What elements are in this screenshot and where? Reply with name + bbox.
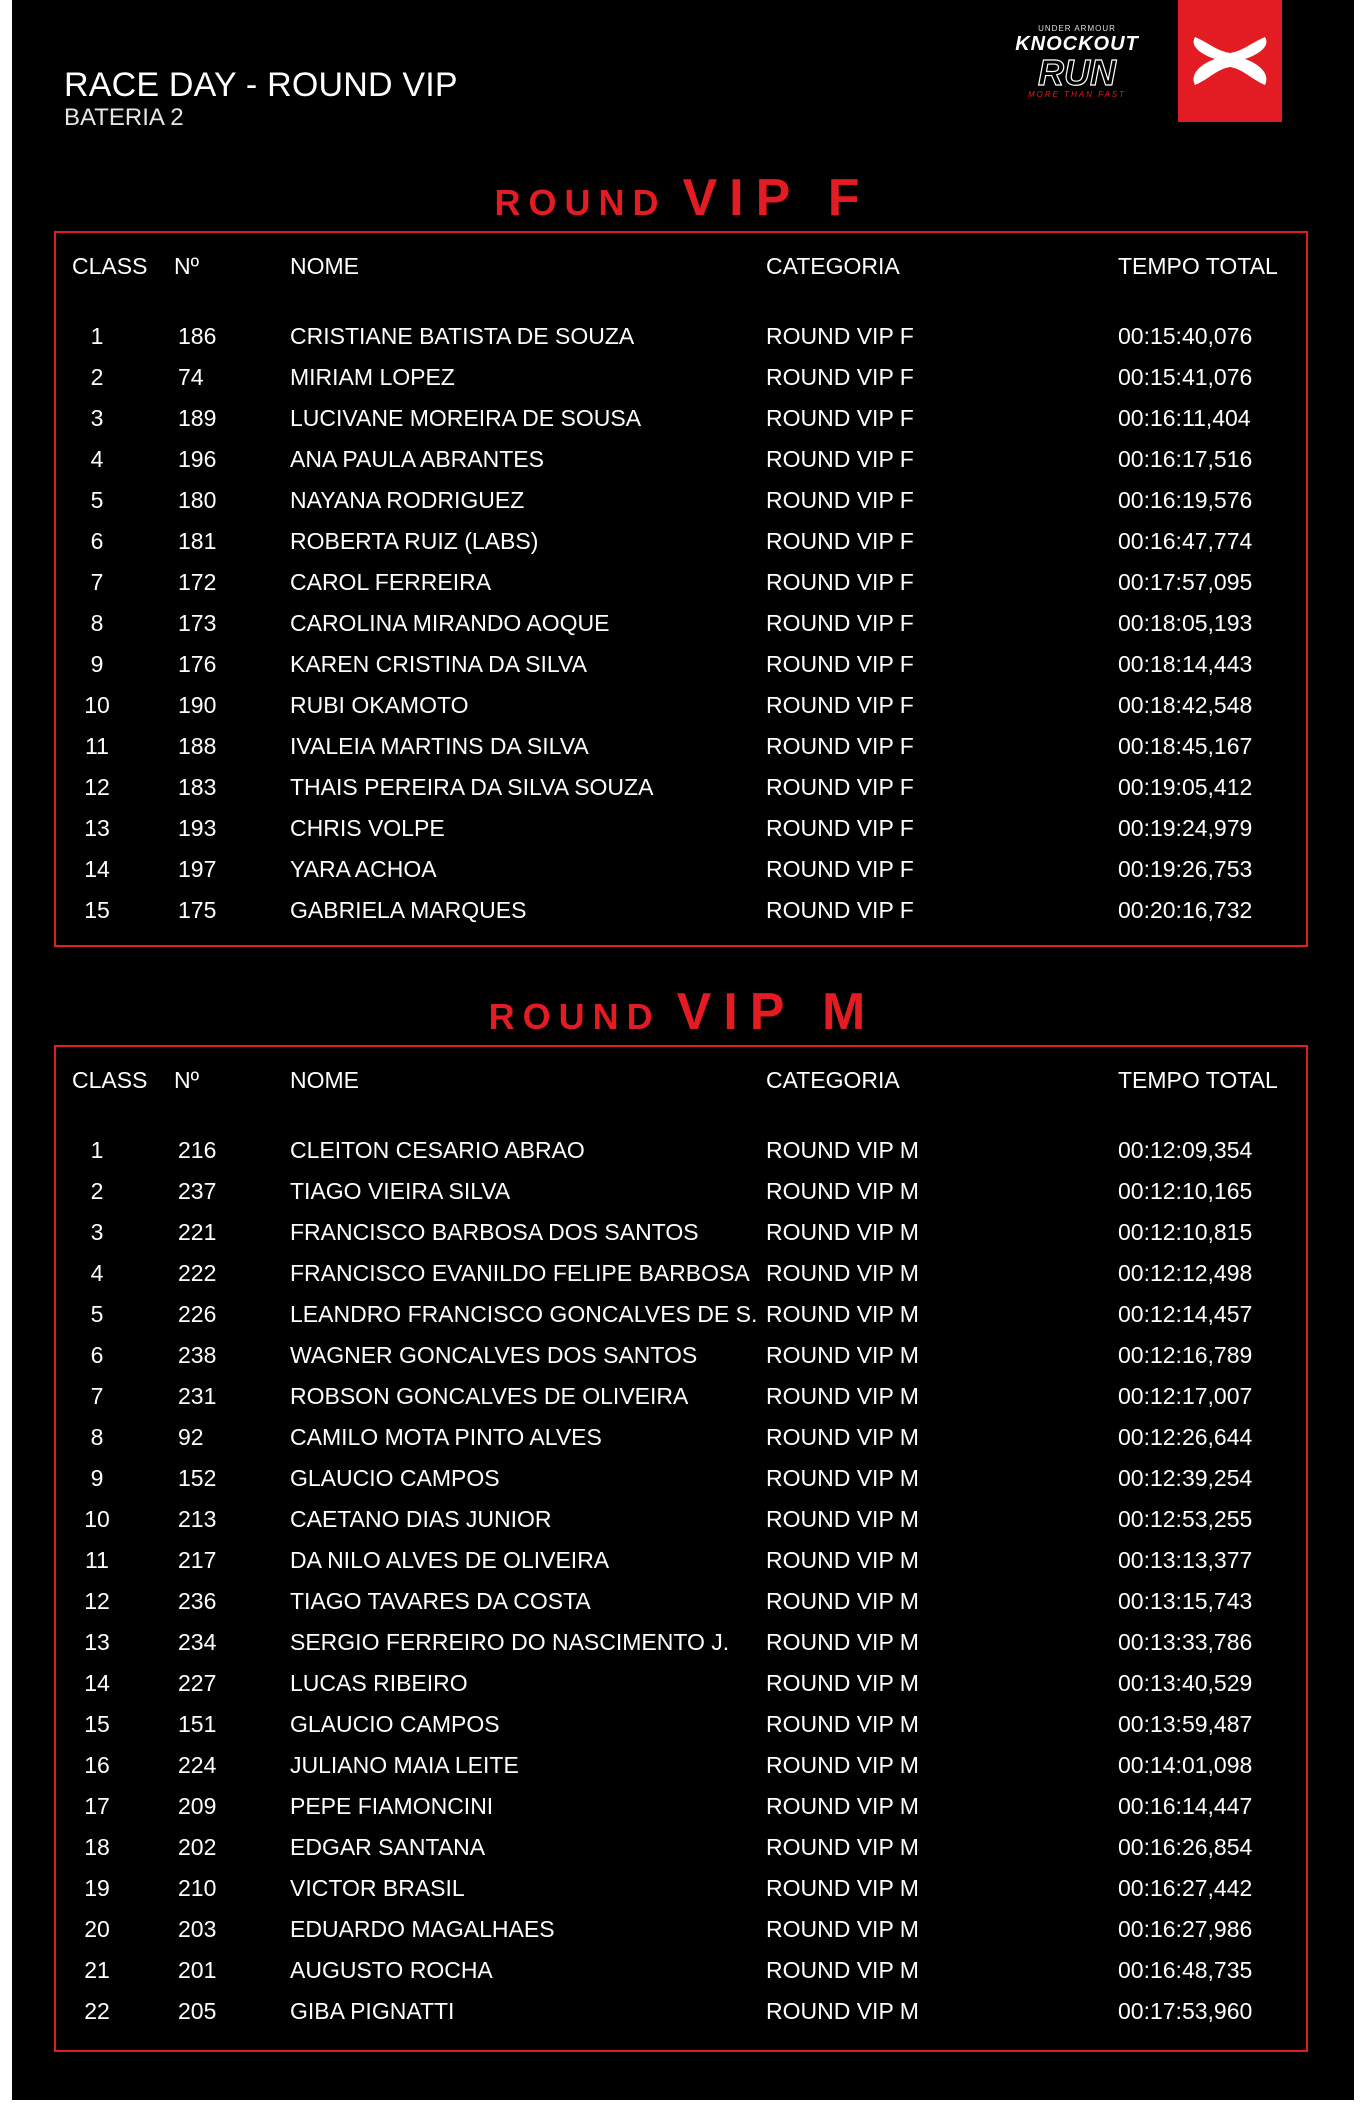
cell-class: 5 bbox=[90, 487, 104, 513]
cell-num: 197 bbox=[178, 856, 217, 882]
cell-num: 193 bbox=[178, 815, 217, 841]
table-row bbox=[56, 1545, 1306, 1575]
cell-nome: ANA PAULA ABRANTES bbox=[290, 446, 544, 472]
cell-num: 213 bbox=[178, 1506, 217, 1532]
cell-num: 205 bbox=[178, 1998, 217, 2024]
cell-tempo: 00:18:45,167 bbox=[1118, 733, 1253, 759]
column-header-class: CLASS bbox=[72, 1067, 148, 1093]
cell-categoria: ROUND VIP M bbox=[766, 1629, 919, 1655]
cell-categoria: ROUND VIP F bbox=[766, 897, 914, 923]
cell-nome: FRANCISCO EVANILDO FELIPE BARBOSA bbox=[290, 1260, 750, 1286]
cell-nome: GLAUCIO CAMPOS bbox=[290, 1465, 500, 1491]
cell-categoria: ROUND VIP F bbox=[766, 323, 914, 349]
cell-nome: GABRIELA MARQUES bbox=[290, 897, 527, 923]
cell-categoria: ROUND VIP F bbox=[766, 446, 914, 472]
cell-num: 186 bbox=[178, 323, 217, 349]
column-header-nome: NOME bbox=[290, 1067, 359, 1093]
cell-num: 231 bbox=[178, 1383, 217, 1409]
column-header-tempo: TEMPO TOTAL bbox=[1118, 253, 1278, 279]
column-header-categoria: CATEGORIA bbox=[766, 1067, 900, 1093]
cell-tempo: 00:12:09,354 bbox=[1118, 1137, 1253, 1163]
cell-num: 189 bbox=[178, 405, 217, 431]
cell-class: 3 bbox=[90, 405, 104, 431]
cell-num: 172 bbox=[178, 569, 217, 595]
cell-tempo: 00:15:40,076 bbox=[1118, 323, 1253, 349]
table-row bbox=[56, 1217, 1306, 1247]
cell-categoria: ROUND VIP M bbox=[766, 1137, 919, 1163]
cell-num: 209 bbox=[178, 1793, 217, 1819]
cell-tempo: 00:12:14,457 bbox=[1118, 1301, 1253, 1327]
cell-nome: WAGNER GONCALVES DOS SANTOS bbox=[290, 1342, 698, 1368]
table-row bbox=[56, 1504, 1306, 1534]
cell-class: 20 bbox=[84, 1916, 110, 1942]
brand-run: RUN bbox=[1038, 52, 1116, 93]
section-heading-word: ROUND bbox=[488, 996, 661, 1037]
cell-categoria: ROUND VIP M bbox=[766, 1342, 919, 1368]
cell-class: 15 bbox=[84, 897, 110, 923]
brand-small-label: UNDER ARMOUR bbox=[1038, 24, 1116, 33]
table-row bbox=[56, 444, 1306, 474]
cell-class: 10 bbox=[84, 1506, 110, 1532]
cell-tempo: 00:18:14,443 bbox=[1118, 651, 1253, 677]
cell-nome: CAETANO DIAS JUNIOR bbox=[290, 1506, 552, 1532]
cell-categoria: ROUND VIP F bbox=[766, 856, 914, 882]
table-row bbox=[56, 1586, 1306, 1616]
table-row bbox=[56, 1135, 1306, 1165]
table-row bbox=[56, 731, 1306, 761]
cell-categoria: ROUND VIP M bbox=[766, 1383, 919, 1409]
cell-num: 190 bbox=[178, 692, 217, 718]
cell-categoria: ROUND VIP M bbox=[766, 1834, 919, 1860]
cell-class: 6 bbox=[90, 528, 104, 554]
cell-num: 224 bbox=[178, 1752, 217, 1778]
cell-tempo: 00:12:10,815 bbox=[1118, 1219, 1253, 1245]
cell-num: 202 bbox=[178, 1834, 217, 1860]
cell-nome: THAIS PEREIRA DA SILVA SOUZA bbox=[290, 774, 654, 800]
cell-tempo: 00:16:11,404 bbox=[1118, 405, 1251, 431]
cell-nome: DA NILO ALVES DE OLIVEIRA bbox=[290, 1547, 610, 1573]
cell-num: 183 bbox=[178, 774, 217, 800]
cell-nome: LEANDRO FRANCISCO GONCALVES DE S. bbox=[290, 1301, 758, 1327]
table-row bbox=[56, 649, 1306, 679]
cell-categoria: ROUND VIP F bbox=[766, 364, 914, 390]
cell-categoria: ROUND VIP F bbox=[766, 692, 914, 718]
table-row bbox=[56, 1176, 1306, 1206]
cell-categoria: ROUND VIP M bbox=[766, 1547, 919, 1573]
table-row bbox=[56, 1381, 1306, 1411]
table-row bbox=[56, 1873, 1306, 1903]
cell-class: 13 bbox=[84, 815, 110, 841]
cell-categoria: ROUND VIP F bbox=[766, 610, 914, 636]
cell-num: 151 bbox=[178, 1711, 217, 1737]
cell-categoria: ROUND VIP M bbox=[766, 1875, 919, 1901]
cell-categoria: ROUND VIP F bbox=[766, 651, 914, 677]
cell-nome: JULIANO MAIA LEITE bbox=[290, 1752, 519, 1778]
section-heading-category: VIP F bbox=[682, 169, 872, 227]
cell-num: 203 bbox=[178, 1916, 217, 1942]
brand-tagline: MORE THAN FAST bbox=[1027, 90, 1127, 99]
table-row bbox=[56, 813, 1306, 843]
table-row bbox=[56, 567, 1306, 597]
cell-tempo: 00:12:10,165 bbox=[1118, 1178, 1253, 1204]
cell-class: 8 bbox=[90, 1424, 104, 1450]
cell-class: 16 bbox=[84, 1752, 110, 1778]
cell-categoria: ROUND VIP M bbox=[766, 1998, 919, 2024]
table-row bbox=[56, 1258, 1306, 1288]
cell-tempo: 00:20:16,732 bbox=[1118, 897, 1253, 923]
cell-tempo: 00:12:16,789 bbox=[1118, 1342, 1253, 1368]
cell-num: 152 bbox=[178, 1465, 217, 1491]
cell-nome: PEPE FIAMONCINI bbox=[290, 1793, 494, 1819]
cell-class: 21 bbox=[84, 1957, 110, 1983]
cell-tempo: 00:16:27,442 bbox=[1118, 1875, 1253, 1901]
cell-nome: CAROLINA MIRANDO AOQUE bbox=[290, 610, 610, 636]
cell-tempo: 00:12:12,498 bbox=[1118, 1260, 1253, 1286]
cell-class: 19 bbox=[84, 1875, 110, 1901]
cell-nome: CAROL FERREIRA bbox=[290, 569, 492, 595]
cell-nome: CRISTIANE BATISTA DE SOUZA bbox=[290, 323, 635, 349]
column-header-num: Nº bbox=[174, 1067, 200, 1093]
cell-nome: NAYANA RODRIGUEZ bbox=[290, 487, 525, 513]
cell-tempo: 00:13:13,377 bbox=[1118, 1547, 1253, 1573]
cell-class: 11 bbox=[85, 1547, 109, 1573]
page-subtitle: BATERIA 2 bbox=[64, 104, 184, 131]
cell-num: 237 bbox=[178, 1178, 217, 1204]
cell-class: 1 bbox=[90, 1137, 104, 1163]
table-row bbox=[56, 1422, 1306, 1452]
cell-tempo: 00:13:59,487 bbox=[1118, 1711, 1253, 1737]
cell-categoria: ROUND VIP M bbox=[766, 1588, 919, 1614]
cell-categoria: ROUND VIP M bbox=[766, 1219, 919, 1245]
cell-num: 216 bbox=[178, 1137, 217, 1163]
cell-tempo: 00:19:05,412 bbox=[1118, 774, 1253, 800]
table-row bbox=[56, 1914, 1306, 1944]
cell-class: 7 bbox=[90, 569, 104, 595]
table-row bbox=[56, 526, 1306, 556]
cell-tempo: 00:16:47,774 bbox=[1118, 528, 1253, 554]
cell-nome: ROBSON GONCALVES DE OLIVEIRA bbox=[290, 1383, 689, 1409]
section-heading bbox=[12, 168, 1354, 228]
cell-class: 3 bbox=[90, 1219, 104, 1245]
cell-nome: TIAGO VIEIRA SILVA bbox=[290, 1178, 511, 1204]
section-heading-word: ROUND bbox=[494, 182, 667, 223]
cell-num: 176 bbox=[178, 651, 217, 677]
table-row bbox=[56, 1340, 1306, 1370]
cell-nome: CHRIS VOLPE bbox=[290, 815, 445, 841]
cell-class: 6 bbox=[90, 1342, 104, 1368]
cell-categoria: ROUND VIP M bbox=[766, 1793, 919, 1819]
cell-num: 181 bbox=[178, 528, 217, 554]
cell-tempo: 00:16:27,986 bbox=[1118, 1916, 1253, 1942]
cell-class: 9 bbox=[90, 1465, 104, 1491]
cell-categoria: ROUND VIP M bbox=[766, 1506, 919, 1532]
cell-nome: LUCIVANE MOREIRA DE SOUSA bbox=[290, 405, 642, 431]
cell-num: 226 bbox=[178, 1301, 217, 1327]
cell-class: 17 bbox=[84, 1793, 110, 1819]
cell-num: 221 bbox=[178, 1219, 217, 1245]
table-row bbox=[56, 362, 1306, 392]
cell-num: 234 bbox=[178, 1629, 217, 1655]
cell-tempo: 00:12:39,254 bbox=[1118, 1465, 1253, 1491]
table-row bbox=[56, 1832, 1306, 1862]
cell-nome: CLEITON CESARIO ABRAO bbox=[290, 1137, 585, 1163]
table-header bbox=[56, 251, 1306, 281]
cell-categoria: ROUND VIP M bbox=[766, 1465, 919, 1491]
cell-nome: TIAGO TAVARES DA COSTA bbox=[290, 1588, 591, 1614]
table-row bbox=[56, 1668, 1306, 1698]
cell-categoria: ROUND VIP M bbox=[766, 1670, 919, 1696]
cell-num: 92 bbox=[178, 1424, 204, 1450]
cell-num: 188 bbox=[178, 733, 217, 759]
cell-nome: EDUARDO MAGALHAES bbox=[290, 1916, 555, 1942]
cell-tempo: 00:13:40,529 bbox=[1118, 1670, 1253, 1696]
cell-nome: MIRIAM LOPEZ bbox=[290, 364, 455, 390]
cell-categoria: ROUND VIP F bbox=[766, 774, 914, 800]
cell-nome: VICTOR BRASIL bbox=[290, 1875, 465, 1901]
cell-class: 7 bbox=[90, 1383, 104, 1409]
cell-num: 196 bbox=[178, 446, 217, 472]
cell-tempo: 00:19:24,979 bbox=[1118, 815, 1253, 841]
cell-class: 15 bbox=[84, 1711, 110, 1737]
cell-class: 12 bbox=[84, 1588, 110, 1614]
cell-num: 180 bbox=[178, 487, 217, 513]
cell-tempo: 00:16:48,735 bbox=[1118, 1957, 1253, 1983]
cell-tempo: 00:13:33,786 bbox=[1118, 1629, 1253, 1655]
cell-tempo: 00:12:17,007 bbox=[1118, 1383, 1253, 1409]
cell-tempo: 00:16:14,447 bbox=[1118, 1793, 1253, 1819]
column-header-categoria: CATEGORIA bbox=[766, 253, 900, 279]
table-row bbox=[56, 1996, 1306, 2026]
cell-class: 5 bbox=[90, 1301, 104, 1327]
cell-nome: KAREN CRISTINA DA SILVA bbox=[290, 651, 587, 677]
section-heading bbox=[12, 982, 1354, 1042]
cell-categoria: ROUND VIP F bbox=[766, 405, 914, 431]
cell-nome: GLAUCIO CAMPOS bbox=[290, 1711, 500, 1737]
cell-nome: ROBERTA RUIZ (LABS) bbox=[290, 528, 539, 554]
cell-tempo: 00:17:57,095 bbox=[1118, 569, 1253, 595]
cell-class: 11 bbox=[85, 733, 109, 759]
cell-num: 173 bbox=[178, 610, 217, 636]
cell-num: 217 bbox=[178, 1547, 217, 1573]
brand-name: KNOCKOUT bbox=[1015, 33, 1139, 55]
cell-tempo: 00:16:26,854 bbox=[1118, 1834, 1253, 1860]
table-row bbox=[56, 1299, 1306, 1329]
cell-tempo: 00:12:53,255 bbox=[1118, 1506, 1253, 1532]
column-header-nome: NOME bbox=[290, 253, 359, 279]
cell-nome: FRANCISCO BARBOSA DOS SANTOS bbox=[290, 1219, 699, 1245]
cell-num: 201 bbox=[178, 1957, 217, 1983]
cell-tempo: 00:14:01,098 bbox=[1118, 1752, 1253, 1778]
cell-nome: GIBA PIGNATTI bbox=[290, 1998, 455, 2024]
table-row bbox=[56, 403, 1306, 433]
cell-categoria: ROUND VIP F bbox=[766, 487, 914, 513]
table-row bbox=[56, 690, 1306, 720]
table-row bbox=[56, 1791, 1306, 1821]
results-table bbox=[54, 231, 1308, 947]
cell-class: 13 bbox=[84, 1629, 110, 1655]
cell-tempo: 00:19:26,753 bbox=[1118, 856, 1253, 882]
cell-nome: AUGUSTO ROCHA bbox=[290, 1957, 493, 1983]
cell-class: 22 bbox=[84, 1998, 110, 2024]
under-armour-logo-icon bbox=[1178, 0, 1282, 122]
table-row bbox=[56, 1627, 1306, 1657]
table-row bbox=[56, 772, 1306, 802]
cell-num: 210 bbox=[178, 1875, 217, 1901]
cell-tempo: 00:16:17,516 bbox=[1118, 446, 1253, 472]
cell-class: 10 bbox=[84, 692, 110, 718]
cell-class: 14 bbox=[84, 856, 110, 882]
cell-categoria: ROUND VIP F bbox=[766, 733, 914, 759]
cell-nome: EDGAR SANTANA bbox=[290, 1834, 486, 1860]
cell-categoria: ROUND VIP M bbox=[766, 1301, 919, 1327]
table-header bbox=[56, 1065, 1306, 1095]
results-sheet bbox=[12, 0, 1354, 2100]
table-row bbox=[56, 854, 1306, 884]
page-title: RACE DAY - ROUND VIP bbox=[64, 66, 458, 104]
table-row bbox=[56, 1750, 1306, 1780]
cell-class: 14 bbox=[84, 1670, 110, 1696]
table-row bbox=[56, 1955, 1306, 1985]
cell-class: 4 bbox=[90, 446, 104, 472]
under-armour-logo-svg bbox=[1187, 33, 1273, 89]
cell-class: 9 bbox=[90, 651, 104, 677]
results-table bbox=[54, 1045, 1308, 2052]
cell-tempo: 00:15:41,076 bbox=[1118, 364, 1253, 390]
cell-categoria: ROUND VIP M bbox=[766, 1957, 919, 1983]
cell-class: 18 bbox=[84, 1834, 110, 1860]
cell-nome: YARA ACHOA bbox=[290, 856, 437, 882]
cell-class: 1 bbox=[90, 323, 104, 349]
cell-class: 2 bbox=[90, 1178, 104, 1204]
cell-nome: RUBI OKAMOTO bbox=[290, 692, 469, 718]
table-row bbox=[56, 1463, 1306, 1493]
cell-categoria: ROUND VIP M bbox=[766, 1260, 919, 1286]
cell-num: 238 bbox=[178, 1342, 217, 1368]
cell-tempo: 00:13:15,743 bbox=[1118, 1588, 1253, 1614]
table-row bbox=[56, 321, 1306, 351]
table-row bbox=[56, 608, 1306, 638]
cell-class: 12 bbox=[84, 774, 110, 800]
cell-num: 74 bbox=[178, 364, 204, 390]
table-row bbox=[56, 1709, 1306, 1739]
table-row bbox=[56, 485, 1306, 515]
table-row bbox=[56, 895, 1306, 925]
cell-nome: IVALEIA MARTINS DA SILVA bbox=[290, 733, 589, 759]
cell-tempo: 00:18:42,548 bbox=[1118, 692, 1253, 718]
cell-tempo: 00:17:53,960 bbox=[1118, 1998, 1253, 2024]
cell-nome: SERGIO FERREIRO DO NASCIMENTO J. bbox=[290, 1629, 730, 1655]
cell-class: 2 bbox=[90, 364, 104, 390]
cell-categoria: ROUND VIP F bbox=[766, 528, 914, 554]
cell-num: 227 bbox=[178, 1670, 217, 1696]
cell-nome: CAMILO MOTA PINTO ALVES bbox=[290, 1424, 602, 1450]
cell-categoria: ROUND VIP M bbox=[766, 1711, 919, 1737]
knockout-run-logo bbox=[1002, 24, 1152, 114]
cell-nome: LUCAS RIBEIRO bbox=[290, 1670, 468, 1696]
section-heading-category: VIP M bbox=[676, 983, 878, 1041]
cell-num: 175 bbox=[178, 897, 217, 923]
column-header-class: CLASS bbox=[72, 253, 148, 279]
cell-class: 4 bbox=[90, 1260, 104, 1286]
cell-categoria: ROUND VIP M bbox=[766, 1178, 919, 1204]
cell-class: 8 bbox=[90, 610, 104, 636]
column-header-tempo: TEMPO TOTAL bbox=[1118, 1067, 1278, 1093]
cell-categoria: ROUND VIP F bbox=[766, 569, 914, 595]
cell-categoria: ROUND VIP M bbox=[766, 1424, 919, 1450]
cell-tempo: 00:16:19,576 bbox=[1118, 487, 1253, 513]
cell-categoria: ROUND VIP M bbox=[766, 1916, 919, 1942]
cell-num: 236 bbox=[178, 1588, 217, 1614]
cell-tempo: 00:12:26,644 bbox=[1118, 1424, 1253, 1450]
cell-categoria: ROUND VIP F bbox=[766, 815, 914, 841]
cell-categoria: ROUND VIP M bbox=[766, 1752, 919, 1778]
column-header-num: Nº bbox=[174, 253, 200, 279]
cell-tempo: 00:18:05,193 bbox=[1118, 610, 1253, 636]
cell-num: 222 bbox=[178, 1260, 217, 1286]
